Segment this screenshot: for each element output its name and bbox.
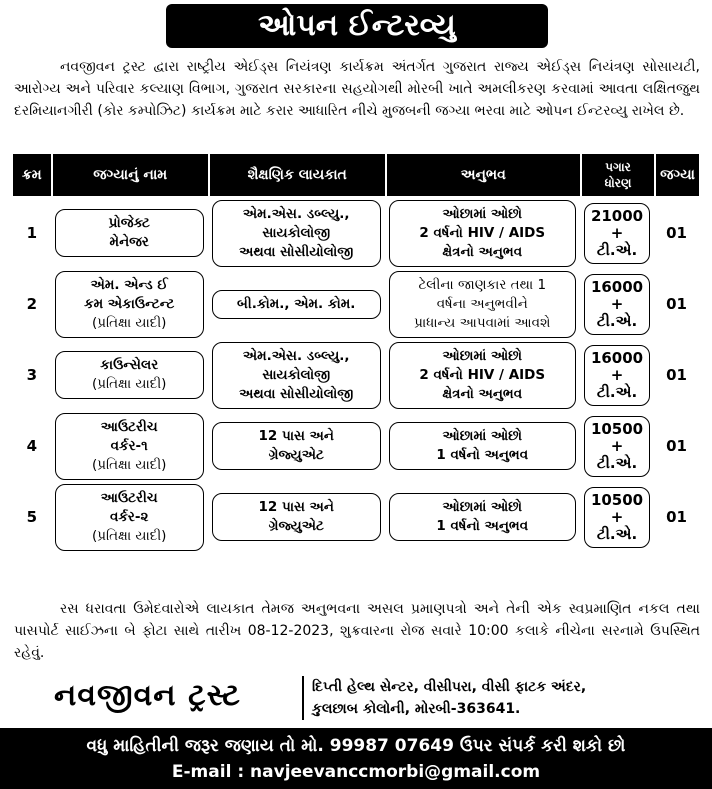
exp-cell: [385, 196, 580, 267]
exp-cell: [385, 338, 580, 409]
count-cell: 01: [654, 409, 699, 480]
exp-line-2: 2 વર્ષનો HIV / AIDS: [419, 366, 546, 383]
post-line-1: કાઉન્સેલર: [100, 357, 159, 373]
exp-box: [389, 271, 576, 338]
address-line-2: કુલછાબ કોલોની, મોરબી-363641.: [312, 701, 521, 717]
qual-line-2: સાયકોલોજી: [262, 366, 331, 383]
exp-line-1: ઓછામાં ઓછો: [442, 347, 522, 364]
header-count: જગ્યા: [654, 154, 699, 196]
pay-plus: +: [610, 223, 624, 242]
row-num: 3: [13, 338, 51, 409]
post-cell: [51, 338, 208, 409]
organization-name: નવજીવન ટ્રસ્ટ: [54, 678, 241, 713]
qual-line-1: બી.કોમ., એમ. કોમ.: [237, 295, 356, 312]
qual-box: [212, 290, 381, 319]
organization-address: [312, 676, 672, 720]
pay-cell: [580, 338, 654, 409]
pay-box: [584, 203, 650, 264]
exp-line-2: 1 વર્ષનો અનુભવ: [436, 518, 529, 534]
qual-cell: [208, 480, 385, 551]
post-line-2: મેનેજર: [109, 234, 149, 250]
post-box: [55, 484, 204, 551]
footer-banner: [0, 728, 712, 789]
pay-box: [584, 487, 650, 548]
pay-plus: +: [610, 294, 624, 313]
count-cell: 01: [654, 196, 699, 267]
exp-box: [389, 493, 576, 541]
exp-cell: [385, 480, 580, 551]
outro-paragraph: [14, 598, 700, 664]
pay-cell: [580, 267, 654, 338]
qual-box: [212, 342, 381, 409]
waitlist-note: (પ્રતિક્ષા યાદી): [91, 376, 167, 392]
post-line-1: આઉટરીચ: [100, 418, 158, 435]
header-exp: અનુભવ: [385, 154, 580, 196]
organization-block: [14, 672, 700, 724]
count-cell: 01: [654, 338, 699, 409]
table-row: [13, 267, 699, 338]
qual-cell: [208, 196, 385, 267]
count-cell: 01: [654, 480, 699, 551]
qual-cell: [208, 338, 385, 409]
count-cell: 01: [654, 267, 699, 338]
qual-line-1: એમ.એસ. ડબ્લ્યુ.,: [242, 205, 350, 222]
qual-line-2: સાયકોલોજી: [262, 224, 331, 241]
exp-line-1: ઓછામાં ઓછો: [442, 428, 522, 444]
post-cell: [51, 196, 208, 267]
pay-ta: ટી.એ.: [596, 382, 638, 401]
pay-plus: +: [610, 507, 624, 526]
outro-text: રસ ધરાવતા ઉમેદવારોએ લાયકાત તેમજ અનુભવના અસલ પ્રમાણપત્રો અને તેની એક સ્વપ્રમાણિત નકલ તથા પાસપોર્ટ સાઈઝના બે ફોટા સાથે તારીખ 08-12-2023, શુક્રવારના રોજ સવારે 10:00 કલાકે નીચેના સરનામે ઉપસ્થિત રહેવું.: [14, 601, 700, 661]
post-box: [55, 351, 204, 399]
page-title: ઓપન ઈન્ટરવ્યુ: [166, 4, 548, 48]
post-line-1: એમ. એન્ડ ઈ: [90, 276, 168, 293]
post-line-1: આઉટરીચ: [100, 489, 158, 506]
table-row: [13, 480, 699, 551]
post-box: [55, 209, 204, 257]
waitlist-note: (પ્રતિક્ષા યાદી): [91, 456, 167, 473]
pay-plus: +: [610, 365, 624, 384]
exp-line-3: ક્ષેત્રનો અનુભવ: [442, 385, 523, 402]
qual-line-1: 12 પાસ અને: [258, 499, 334, 515]
table-row: [13, 338, 699, 409]
pay-box: [584, 274, 650, 335]
jobs-table: [13, 154, 699, 551]
exp-line-2: વર્ષના અનુભવીને: [436, 295, 528, 312]
pay-ta: ટી.એ.: [596, 524, 638, 543]
header-pay-2: ધોરણ: [604, 176, 632, 190]
pay-amount: 10500: [590, 490, 644, 509]
header-pay: [580, 154, 654, 196]
address-line-1: દિપ્તી હેલ્થ સેન્ટર, વીસીપરા, વીસી ફાટક અંદર,: [312, 679, 587, 695]
qual-box: [212, 422, 381, 470]
header-num: ક્રમ: [13, 154, 51, 196]
post-line-2: કમ એકાઉન્ટન્ટ: [84, 295, 175, 312]
table-row: [13, 196, 699, 267]
pay-amount: 16000: [590, 348, 644, 367]
waitlist-note: (પ્રતિક્ષા યાદી): [91, 527, 167, 544]
pay-cell: [580, 409, 654, 480]
exp-line-1: ટેલીના જાણકાર તથા 1: [418, 276, 547, 293]
header-qual: શૈક્ષણિક લાયકાત: [208, 154, 385, 196]
exp-cell: [385, 267, 580, 338]
exp-box: [389, 200, 576, 267]
post-cell: [51, 480, 208, 551]
qual-cell: [208, 409, 385, 480]
exp-box: [389, 342, 576, 409]
qual-line-2: ગ્રેજ્યુએટ: [268, 447, 324, 463]
pay-box: [584, 416, 650, 477]
row-num: 4: [13, 409, 51, 480]
qual-line-2: ગ્રેજ્યુએટ: [268, 518, 324, 534]
qual-line-3: અથવા સોસીયોલોજી: [239, 385, 354, 402]
post-line-1: પ્રોજેક્ટ: [108, 215, 150, 231]
qual-cell: [208, 267, 385, 338]
exp-line-2: 2 વર્ષનો HIV / AIDS: [419, 224, 546, 241]
table-header-row: [13, 154, 699, 196]
pay-amount: 16000: [590, 277, 644, 296]
exp-line-1: ઓછામાં ઓછો: [442, 205, 522, 222]
pay-cell: [580, 480, 654, 551]
row-num: 5: [13, 480, 51, 551]
exp-line-2: 1 વર્ષનો અનુભવ: [436, 447, 529, 463]
header-post: જગ્યાનું નામ: [51, 154, 208, 196]
pay-box: [584, 345, 650, 406]
post-box: [55, 271, 204, 338]
email-line: E-mail : navjeevanccmorbi@gmail.com: [171, 762, 541, 782]
qual-line-1: 12 પાસ અને: [258, 428, 334, 444]
post-cell: [51, 267, 208, 338]
intro-paragraph: [14, 56, 700, 122]
qual-line-3: અથવા સોસીયોલોજી: [239, 243, 354, 260]
waitlist-note: (પ્રતિક્ષા યાદી): [91, 314, 167, 331]
qual-box: [212, 493, 381, 541]
pay-cell: [580, 196, 654, 267]
qual-box: [212, 200, 381, 267]
pay-ta: ટી.એ.: [596, 453, 638, 472]
post-cell: [51, 409, 208, 480]
exp-line-1: ઓછામાં ઓછો: [442, 499, 522, 515]
pay-plus: +: [610, 436, 624, 455]
exp-line-3: પ્રાધાન્ય આપવામાં આવશે: [414, 314, 551, 331]
row-num: 1: [13, 196, 51, 267]
exp-line-3: ક્ષેત્રનો અનુભવ: [442, 243, 523, 260]
exp-box: [389, 422, 576, 470]
table-row: [13, 409, 699, 480]
header-pay-1: પગાર: [605, 160, 631, 174]
post-line-2: વર્કર-૧: [110, 437, 148, 454]
qual-line-1: એમ.એસ. ડબ્લ્યુ.,: [242, 347, 350, 364]
exp-cell: [385, 409, 580, 480]
pay-amount: 21000: [590, 206, 644, 225]
org-divider: [302, 676, 304, 720]
pay-amount: 10500: [590, 419, 644, 438]
post-line-2: વર્કર-૨: [109, 508, 149, 525]
pay-ta: ટી.એ.: [596, 240, 638, 259]
intro-text: નવજીવન ટ્રસ્ટ દ્વારા રાષ્ટ્રીય એઈડ્સ નિયંત્રણ કાર્યક્રમ અંતર્ગત ગુજરાત રાજ્ય એઈડ્સ નિયંત્રણ સોસાયટી, આરોગ્ય અને પરિવાર કલ્યાણ વિભાગ, ગુજરાત સરકારના સહયોગથી મોરબી ખાતે અમલીકરણ કરવામાં આવતા લક્ષિતજુથ દરમિયાનગીરી (કોર કમ્પોઝિટ) કાર્યક્રમ માટે કરાર આધારિત નીચે મુજબની જગ્યા ભરવા માટે ઓપન ઈન્ટરવ્યુ રાખેલ છે.: [14, 59, 700, 119]
post-box: [55, 413, 204, 480]
contact-line: વધુ માહિતીની જરૂર જણાય તો મો. 99987 07649 ઉપર સંપર્ક કરી શકો છો: [86, 736, 626, 756]
row-num: 2: [13, 267, 51, 338]
pay-ta: ટી.એ.: [596, 311, 638, 330]
